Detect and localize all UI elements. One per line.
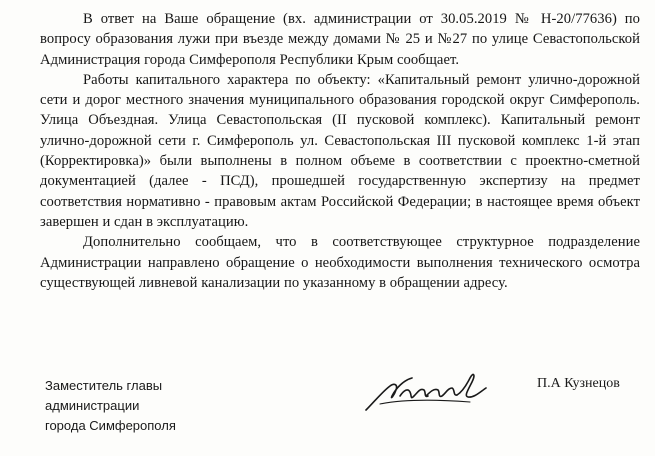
- letter-body: [40, 9, 640, 293]
- signatory-position: [45, 376, 176, 436]
- signatory-title-line: города Симферополя: [45, 418, 176, 433]
- paragraph-repair-works: Работы капитального характера по объекту: «Капитальный ремонт улично-дорожной сети и дорог местного значения муниципального образования городской округ Симферополь. Улица Объездная. Улица Севастопольская (II пусковой комплекс). Капитальный ремонт улично-дорожной сети г. Симферополь ул. Севастопольская III пусковой комплекс 1-й этап (Корректировка)» были выполнены в полном объеме в соответствии с проектно-сметной документацией (далее - ПСД), прошедшей государственную экспертизу на предмет соответствия нормативно - правовым актам Российской Федерации; в настоящее время объект завершен и сдан в эксплуатацию.: [40, 71, 640, 230]
- signatory-title-line: Заместитель главы: [45, 378, 163, 393]
- paragraph-reply-intro: В ответ на Ваше обращение (вх. администрации от 30.05.2019 № Н-20/77636) по вопросу образования лужи при въезде между домами № 25 и №27 по улице Севастопольской Администрация города Симферополя Республики Крым сообщает.: [40, 11, 640, 68]
- signatory-title-line: администрации: [45, 398, 140, 413]
- handwritten-signature: [360, 366, 490, 416]
- paragraph-additional-info: Дополнительно сообщаем, что в соответствующее структурное подразделение Администрации направлено обращение о необходимости выполнения технического осмотра существующей ливневой канализации по указанному в обращении адресу.: [40, 234, 640, 291]
- signatory-name: П.А Кузнецов: [537, 376, 620, 391]
